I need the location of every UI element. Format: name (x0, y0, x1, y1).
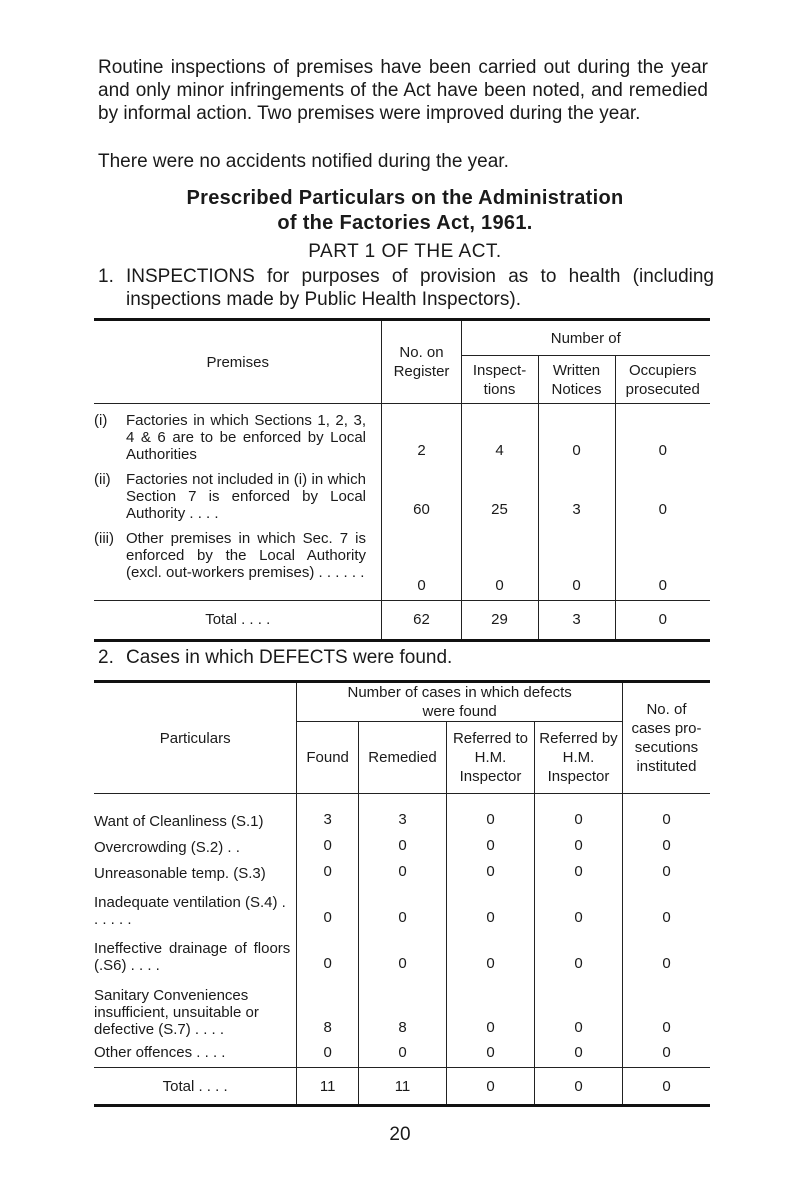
referred-to-header (446, 722, 534, 794)
referred-by-text: Referred by H.M. Inspector (539, 730, 618, 785)
remedied-value: 0 (358, 882, 446, 928)
inspections-table (94, 318, 710, 642)
referred-to-value: 0 (446, 974, 534, 1038)
particulars-label: Sanitary Conveniences insufficient, unsuitable or defective (S.7) . . . . (94, 986, 259, 1038)
total-written: 3 (538, 600, 615, 640)
premises-header: Premises (94, 320, 382, 404)
remedied-value: 0 (358, 928, 446, 974)
referred-by-value: 0 (534, 1038, 622, 1068)
inspections-value: 4 (461, 404, 538, 466)
heading-line-1: Prescribed Particulars on the Administration (186, 187, 624, 209)
found-value: 0 (297, 856, 359, 882)
section-2-title: Cases in which DEFECTS were found. (126, 647, 453, 668)
prosecutions-value: 0 (622, 882, 710, 928)
section-1-number: 1. (98, 266, 114, 287)
number-of-cases-header (297, 682, 623, 722)
referred-to-value: 0 (446, 856, 534, 882)
table-row (94, 794, 710, 830)
heading-line-2: of the Factories Act, 1961. (277, 212, 533, 234)
remedied-value: 0 (358, 1038, 446, 1068)
prosecutions-value: 0 (622, 974, 710, 1038)
register-value: 60 (382, 465, 461, 524)
section-2-heading (98, 646, 453, 669)
row-description: Other premises in which Sec. 7 is enforced by the Local Authority (excl. out-workers premises) . . . . . . (126, 530, 366, 581)
referred-by-value: 0 (534, 830, 622, 856)
section-1-heading (98, 265, 714, 310)
referred-to-value: 0 (446, 1038, 534, 1068)
section-1-title: INSPECTIONS for purposes of provision as to health (including inspections made by Public Health Inspectors). (126, 266, 714, 310)
table-row (94, 404, 710, 466)
remedied-value: 0 (358, 856, 446, 882)
referred-by-value: 0 (534, 928, 622, 974)
total-inspections: 29 (461, 600, 538, 640)
prosecutions-value: 0 (622, 830, 710, 856)
occupiers-value: 0 (615, 465, 710, 524)
prosecutions-text: No. of cases pro- secutions instituted (631, 701, 702, 775)
referred-by-header (534, 722, 622, 794)
row-roman: (iii) (94, 530, 114, 547)
remedied-value: 3 (358, 794, 446, 830)
particulars-label: Other offences . . . . (94, 1044, 226, 1061)
table-row (94, 882, 710, 928)
page-number: 20 (389, 1124, 411, 1145)
found-value: 8 (297, 974, 359, 1038)
prosecutions-value: 0 (622, 928, 710, 974)
written-value: 0 (538, 404, 615, 466)
defects-table (94, 680, 710, 1107)
total-found: 11 (297, 1068, 359, 1106)
row-description: Factories not included in (i) in which Section 7 is enforced by Local Authority . . . . (126, 471, 366, 522)
referred-to-value: 0 (446, 882, 534, 928)
number-of-cases-text: Number of cases in which defects were found (347, 684, 572, 720)
inspections-value: 0 (461, 524, 538, 600)
total-referred-by: 0 (534, 1068, 622, 1106)
referred-by-value: 0 (534, 794, 622, 830)
found-value: 0 (297, 830, 359, 856)
referred-by-value: 0 (534, 974, 622, 1038)
referred-to-value: 0 (446, 928, 534, 974)
table-row (94, 1038, 710, 1068)
total-row (94, 1068, 710, 1106)
prosecutions-header (622, 682, 710, 794)
found-value: 0 (297, 882, 359, 928)
particulars-label: Want of Cleanliness (S.1) (94, 812, 264, 830)
table-row (94, 524, 710, 600)
number-of-header: Number of (461, 320, 710, 356)
register-header: No. on Register (382, 320, 461, 404)
occupiers-value: 0 (615, 404, 710, 466)
table-row (94, 974, 710, 1038)
inspections-value: 25 (461, 465, 538, 524)
total-label: Total . . . . (94, 1068, 297, 1106)
prosecutions-value: 0 (622, 1038, 710, 1068)
accidents-paragraph: There were no accidents notified during the year. (98, 151, 509, 172)
total-occupiers: 0 (615, 600, 710, 640)
referred-to-value: 0 (446, 794, 534, 830)
remedied-value: 8 (358, 974, 446, 1038)
referred-by-value: 0 (534, 882, 622, 928)
particulars-label: Inadequate ventilation (S.4) . . . . . . (94, 893, 286, 928)
row-roman: (i) (94, 412, 108, 429)
referred-by-value: 0 (534, 856, 622, 882)
particulars-label: Unreasonable temp. (S.3) (94, 864, 266, 882)
written-value: 0 (538, 524, 615, 600)
particulars-label: Ineffective drainage of floors (.S6) . . . . (94, 939, 291, 974)
total-row (94, 600, 710, 640)
total-register: 62 (382, 600, 461, 640)
total-prosecutions: 0 (622, 1068, 710, 1106)
row-roman: (ii) (94, 471, 111, 488)
prosecutions-value: 0 (622, 794, 710, 830)
found-value: 0 (297, 928, 359, 974)
prosecutions-value: 0 (622, 856, 710, 882)
register-value: 0 (382, 524, 461, 600)
total-remedied: 11 (358, 1068, 446, 1106)
intro-paragraph: Routine inspections of premises have been carried out during the year and only minor infringements of the Act have been noted, and remedied by informal action. Two premises were improved during the year. (98, 57, 708, 124)
found-value: 3 (297, 794, 359, 830)
section-2-number: 2. (98, 647, 114, 668)
remedied-header: Remedied (358, 722, 446, 794)
written-notices-header: Written Notices (538, 356, 615, 404)
table-row (94, 465, 710, 524)
total-referred-to: 0 (446, 1068, 534, 1106)
inspections-header: Inspect- tions (461, 356, 538, 404)
referred-to-text: Referred to H.M. Inspector (452, 730, 528, 785)
found-value: 0 (297, 1038, 359, 1068)
remedied-value: 0 (358, 830, 446, 856)
total-label: Total . . . . (94, 600, 382, 640)
table-row (94, 830, 710, 856)
written-value: 3 (538, 465, 615, 524)
particulars-label: Overcrowding (S.2) . . (94, 838, 240, 856)
occupiers-value: 0 (615, 524, 710, 600)
referred-to-value: 0 (446, 830, 534, 856)
particulars-header: Particulars (94, 682, 297, 794)
row-description: Factories in which Sections 1, 2, 3, 4 & 6 are to be enforced by Local Authorities (126, 412, 366, 463)
part-heading: PART 1 OF THE ACT. (308, 241, 502, 262)
found-header: Found (297, 722, 359, 794)
register-value: 2 (382, 404, 461, 466)
occupiers-header: Occupiers prosecuted (615, 356, 710, 404)
table-row (94, 856, 710, 882)
table-row (94, 928, 710, 974)
